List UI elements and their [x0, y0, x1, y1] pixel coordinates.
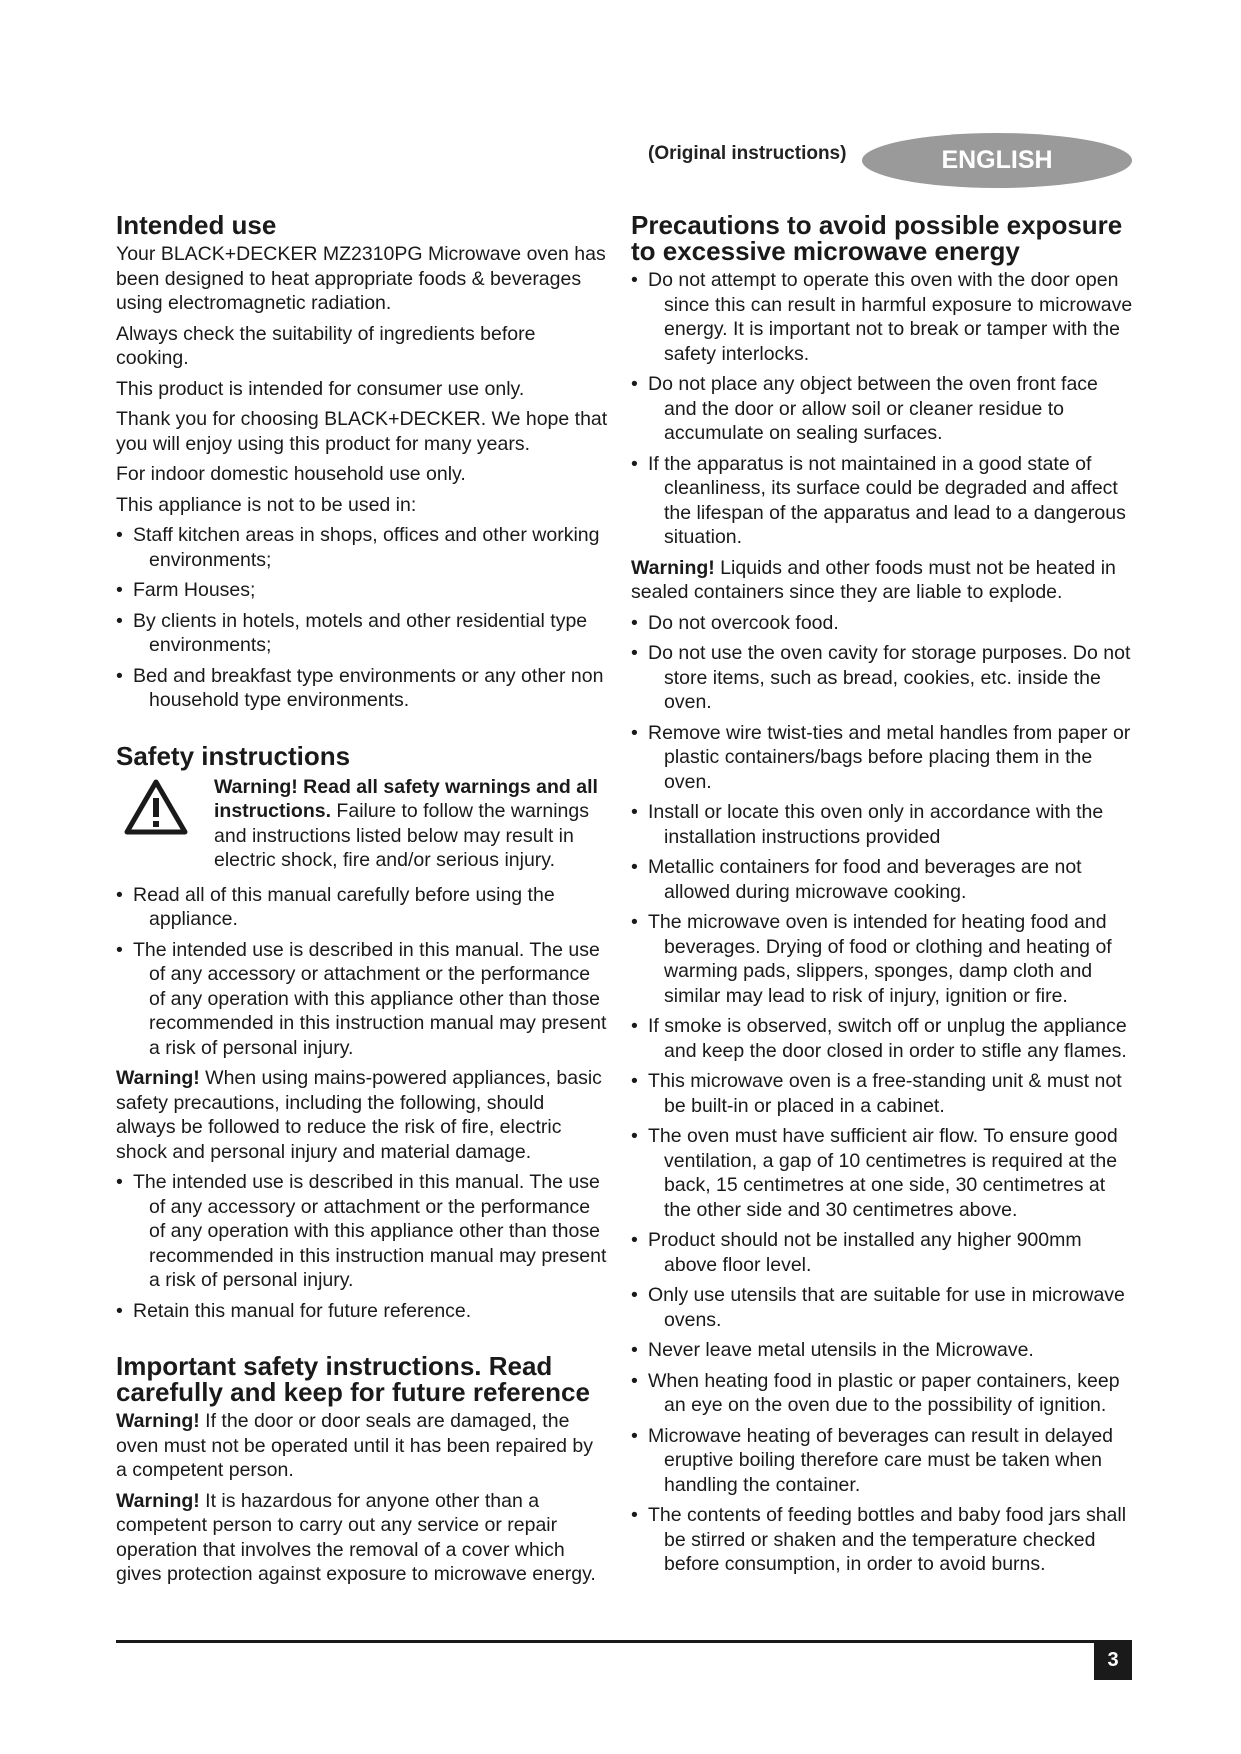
- warning-label: Warning!: [116, 1067, 200, 1089]
- list-item: • Do not attempt to operate this oven with the door open since this can result in harmful exposure to microwave energy. It is important not to break or tamper with the safety interlocks.: [631, 268, 1134, 366]
- sealed-containers-warning: [631, 556, 1134, 605]
- paragraph: Your BLACK+DECKER MZ2310PG Microwave oven has been designed to heat appropriate foods & beverages using electromagnetic radiation.: [116, 243, 606, 314]
- list-item: • The contents of feeding bottles and baby food jars shall be stirred or shaken and the temperature checked before consumption, in order to avoid burns.: [631, 1503, 1134, 1577]
- precautions-title: Precautions to avoid possible exposure to excessive microwave energy: [631, 210, 1123, 266]
- warning-label: Warning!: [116, 1489, 200, 1512]
- important-safety-title: Important safety instructions. Read carefully and keep for future reference: [116, 1351, 590, 1407]
- list-item: • If smoke is observed, switch off or unplug the appliance and keep the door closed in order to stifle any flames.: [631, 1014, 1134, 1063]
- warning-label: Warning!: [631, 556, 715, 579]
- safety-warning-bold: Warning! Read all safety warnings and all instructions.: [214, 775, 598, 822]
- list-item: • This microwave oven is a free-standing unit & must not be built-in or placed in a cabinet.: [631, 1069, 1134, 1118]
- list-item: • The intended use is described in this manual. The use of any accessory or attachment or the performance of any operation with this appliance other than those recommended in this instruction manual may present a risk of personal injury.: [116, 1170, 608, 1293]
- service-warning: [116, 1489, 608, 1587]
- list-item: • The oven must have sufficient air flow. To ensure good ventilation, a gap of 10 centimetres is required at the back, 15 centimetres at one side, 30 centimetres at the other side and 30 centimetres above.: [631, 1124, 1134, 1222]
- paragraph: For indoor domestic household use only.: [116, 463, 466, 485]
- precautions-list-a: [631, 268, 1134, 550]
- list-item: • Metallic containers for food and beverages are not allowed during microwave cooking.: [631, 855, 1134, 904]
- not-used-in-list: [116, 523, 608, 713]
- list-item: • Read all of this manual carefully before using the appliance.: [116, 883, 608, 932]
- list-item: • The intended use is described in this manual. The use of any accessory or attachment or the performance of any operation with this appliance other than those recommended in this instruction manual may present a risk of personal injury.: [116, 938, 608, 1061]
- warning-text: If the door or door seals are damaged, the oven must not be operated until it has been repaired by a competent person.: [116, 1410, 593, 1481]
- intended-use-title: Intended use: [116, 210, 277, 240]
- precautions-section: [631, 212, 1134, 1577]
- list-item: • Do not overcook food.: [631, 611, 1134, 636]
- list-item: • Never leave metal utensils in the Microwave.: [631, 1338, 1134, 1363]
- list-item: • Staff kitchen areas in shops, offices and other working environments;: [116, 523, 608, 572]
- safety-instructions-section: [116, 740, 608, 1324]
- safety-list-a: [116, 883, 608, 1061]
- right-column: [631, 212, 1134, 1583]
- paragraph: This product is intended for consumer use only.: [116, 377, 525, 400]
- safety-warning-text: Failure to follow the warnings and instructions listed below may result in electric shock, fire and/or serious injury.: [214, 800, 589, 871]
- important-safety-section: [116, 1353, 608, 1587]
- paragraph: Always check the suitability of ingredients before cooking.: [116, 322, 536, 369]
- list-item: • The microwave oven is intended for heating food and beverages. Drying of food or clothing and heating of warming pads, slippers, sponges, damp cloth and similar may lead to risk of injury, ignition or fire.: [631, 910, 1134, 1008]
- paragraph: This appliance is not to be used in:: [116, 493, 417, 516]
- safety-warning-block: [116, 775, 608, 873]
- list-item: • By clients in hotels, motels and other residential type environments;: [116, 609, 608, 658]
- language-badge: ENGLISH: [862, 133, 1132, 188]
- list-item: • If the apparatus is not maintained in a good state of cleanliness, its surface could be degraded and affect the lifespan of the apparatus and lead to a dangerous situation.: [631, 452, 1134, 550]
- safety-list-b: [116, 1170, 608, 1323]
- mains-warning: [116, 1066, 608, 1164]
- list-item: • Microwave heating of beverages can result in delayed eruptive boiling therefore care must be taken when handling the container.: [631, 1424, 1134, 1498]
- warning-text: It is hazardous for anyone other than a competent person to carry out any service or repair operation that involves the removal of a cover which gives protection against exposure to microwave energy.: [116, 1489, 596, 1585]
- warning-triangle-icon: [124, 779, 188, 835]
- safety-instructions-title: Safety instructions: [116, 740, 351, 771]
- list-item: • Install or locate this oven only in accordance with the installation instructions provided: [631, 800, 1134, 849]
- paragraph: Thank you for choosing BLACK+DECKER. We hope that you will enjoy using this product for many years.: [116, 408, 608, 455]
- list-item: • When heating food in plastic or paper containers, keep an eye on the oven due to the possibility of ignition.: [631, 1369, 1134, 1418]
- door-seal-warning: [116, 1409, 608, 1483]
- list-item: • Do not place any object between the oven front face and the door or allow soil or cleaner residue to accumulate on sealing surfaces.: [631, 372, 1134, 446]
- list-item: • Only use utensils that are suitable for use in microwave ovens.: [631, 1283, 1134, 1332]
- list-item: • Farm Houses;: [116, 578, 608, 603]
- list-item: • Bed and breakfast type environments or any other non household type environments.: [116, 664, 608, 713]
- warning-text: Liquids and other foods must not be heated in sealed containers since they are liable to explode.: [631, 556, 1116, 603]
- list-item: • Retain this manual for future reference.: [116, 1299, 608, 1324]
- warning-label: Warning!: [116, 1410, 200, 1432]
- page-number: 3: [1094, 1640, 1132, 1680]
- list-item: • Do not use the oven cavity for storage purposes. Do not store items, such as bread, cookies, etc. inside the oven.: [631, 641, 1134, 715]
- list-item: • Remove wire twist-ties and metal handles from paper or plastic containers/bags before placing them in the oven.: [631, 721, 1134, 795]
- intended-use-section: [116, 212, 608, 713]
- warning-text: When using mains-powered appliances, basic safety precautions, including the following, should always be followed to reduce the risk of fire, electric shock and personal injury and material damage.: [116, 1067, 602, 1163]
- original-instructions-label: (Original instructions): [648, 143, 847, 164]
- list-item: • Product should not be installed any higher 900mm above floor level.: [631, 1228, 1134, 1277]
- left-column: [116, 212, 608, 1593]
- footer-rule: [116, 1640, 1099, 1643]
- precautions-list-b: [631, 611, 1134, 1577]
